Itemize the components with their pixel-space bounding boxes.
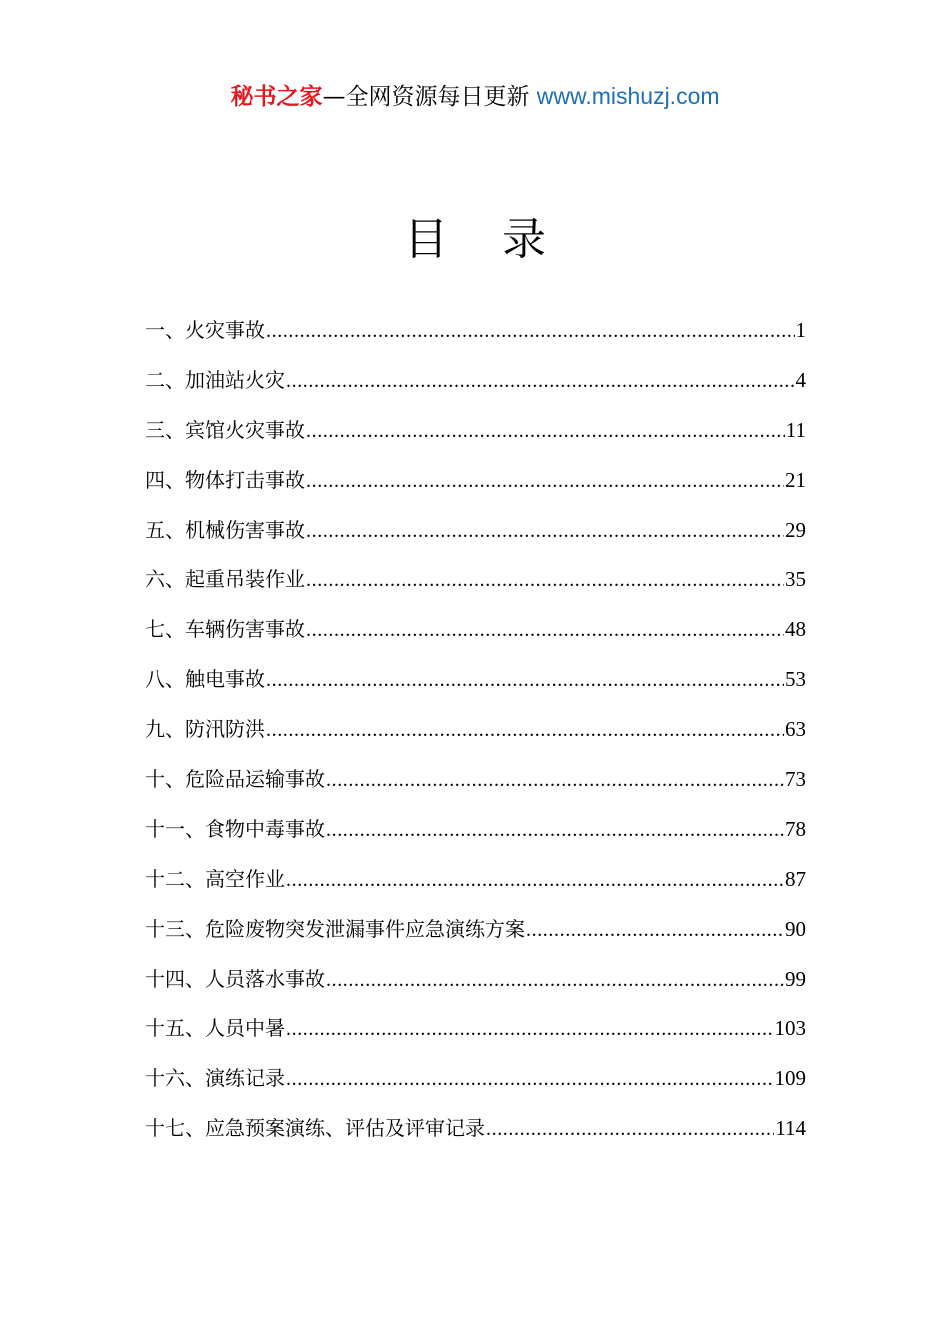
toc-entry[interactable] [145,512,806,562]
toc-dot-leader [486,1111,774,1147]
toc-entry[interactable] [145,961,806,1011]
toc-entry[interactable] [145,811,806,861]
toc-entry[interactable] [145,312,806,362]
toc-dot-leader [306,413,785,449]
toc-entry-page-number: 99 [785,966,806,991]
toc-entry-page-number: 53 [785,667,806,692]
toc-entry[interactable] [145,661,806,711]
toc-entry-page-number: 11 [785,417,806,442]
header-tagline: —全网资源每日更新 [322,84,530,110]
toc-entry-label: 十四、人员落水事故 [145,966,325,991]
toc-dot-leader [286,1061,774,1097]
page-title: 目 录 [404,214,566,265]
toc-dot-leader [326,962,784,998]
website-link[interactable]: www.mishuzj.com [536,83,720,109]
toc-entry[interactable] [145,362,806,412]
toc-entry[interactable] [145,462,806,512]
toc-entry-page-number: 21 [785,467,806,492]
toc-entry[interactable] [145,1110,806,1160]
toc-dot-leader [286,1011,774,1047]
toc-entry-label: 十五、人员中暑 [145,1016,285,1041]
toc-entry-page-number: 103 [774,1016,806,1041]
toc-entry-page-number: 114 [775,1116,806,1141]
toc-dot-leader [326,812,784,848]
toc-entry-label: 十二、高空作业 [145,866,285,891]
toc-entry-label: 六、起重吊装作业 [145,567,305,592]
toc-dot-leader [266,662,784,698]
toc-entry-page-number: 90 [785,916,806,941]
toc-dot-leader [306,562,784,598]
toc-dot-leader [286,862,784,898]
toc-dot-leader [286,363,795,399]
toc-entry-page-number: 1 [795,318,806,342]
toc-entry[interactable] [145,761,806,811]
toc-entry-label: 十、危险品运输事故 [145,767,325,792]
toc-entry-page-number: 63 [785,717,806,742]
toc-dot-leader [306,463,784,499]
toc-entry[interactable] [145,561,806,611]
toc-entry[interactable] [145,611,806,661]
toc-entry-page-number: 87 [785,866,806,891]
toc-entry[interactable] [145,412,806,462]
toc-entry-label: 一、火灾事故 [145,318,265,342]
toc-entry-label: 七、车辆伤害事故 [145,617,305,642]
toc-entry-label: 四、物体打击事故 [145,467,305,492]
toc-dot-leader [266,712,784,748]
toc-entry-label: 五、机械伤害事故 [145,517,305,542]
toc-entry-page-number: 35 [785,567,806,592]
toc-entry-label: 九、防汛防洪 [145,717,265,742]
toc-entry[interactable] [145,711,806,761]
toc-dot-leader [306,612,784,648]
toc-entry[interactable] [145,1010,806,1060]
toc-dot-leader [326,762,784,798]
toc-entry-page-number: 48 [785,617,806,642]
toc-entry-label: 十三、危险废物突发泄漏事件应急演练方案 [145,916,525,941]
toc-entry-page-number: 73 [785,767,806,792]
toc-entry-page-number: 29 [785,517,806,542]
toc-entry-label: 二、加油站火灾 [145,367,285,392]
toc-entry[interactable] [145,911,806,961]
brand-name: 秘书之家 [230,84,323,110]
toc-entry[interactable] [145,1060,806,1110]
toc-dot-leader [306,513,784,549]
toc-entry-page-number: 78 [785,816,806,841]
toc-entry-label: 八、触电事故 [145,667,265,692]
toc-entry[interactable] [145,861,806,911]
toc-dot-leader [526,912,784,948]
toc-entry-label: 十七、应急预案演练、评估及评审记录 [145,1116,485,1141]
toc-entry-page-number: 109 [774,1066,806,1091]
toc-entry-label: 十一、食物中毒事故 [145,816,325,841]
toc-entry-label: 三、宾馆火灾事故 [145,417,305,442]
page-header [0,78,950,115]
table-of-contents [145,312,806,1160]
toc-entry-page-number: 4 [795,367,806,392]
toc-entry-label: 十六、演练记录 [145,1066,285,1091]
toc-dot-leader [266,313,795,349]
